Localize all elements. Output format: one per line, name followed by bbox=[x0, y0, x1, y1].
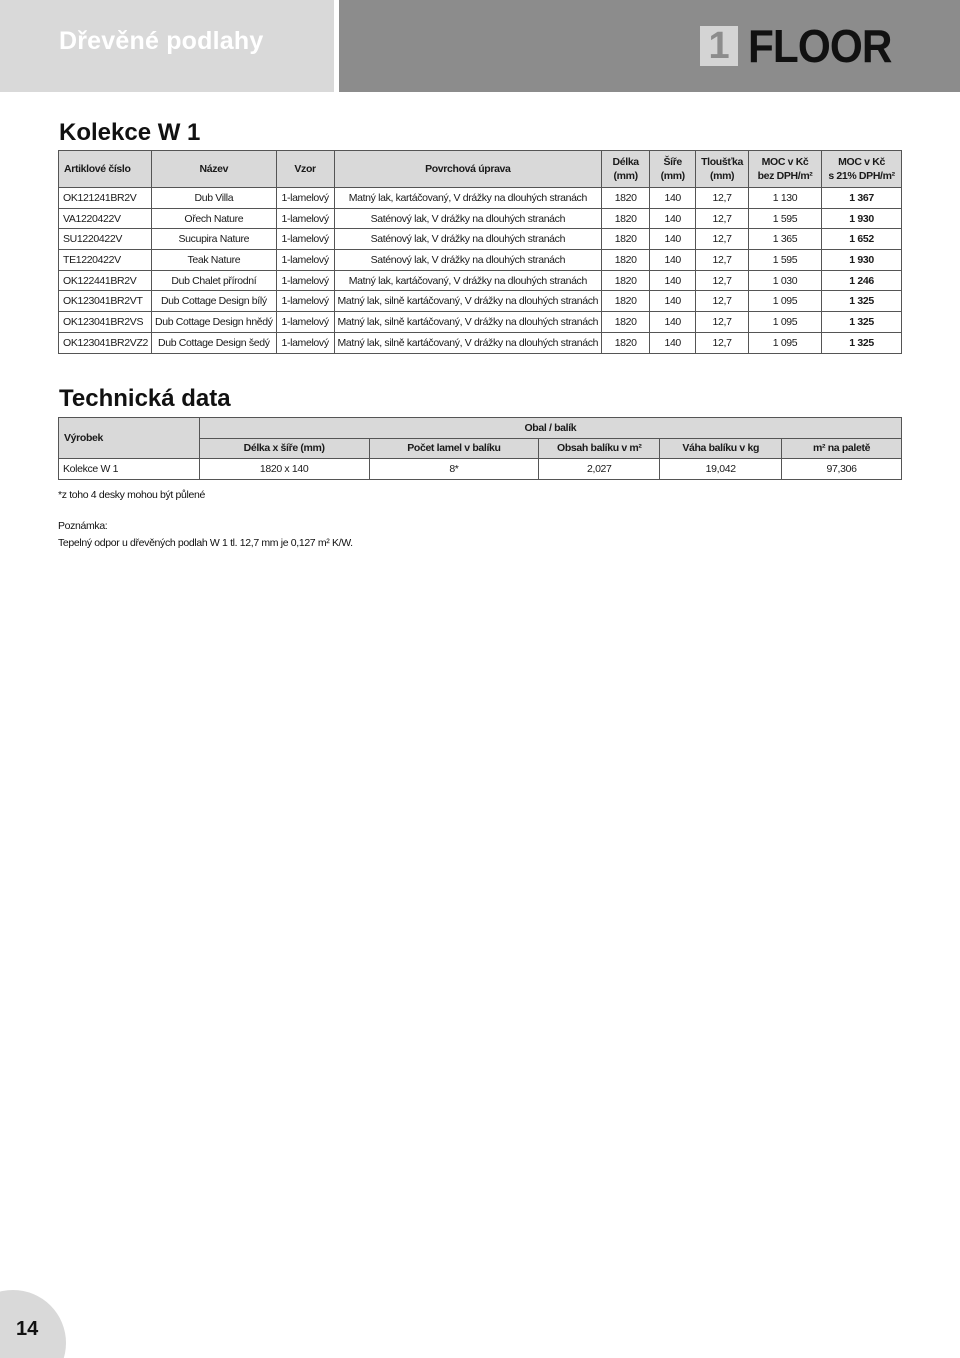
col-header: Povrchová úprava bbox=[334, 151, 602, 188]
table-cell: Dub Cottage Design bílý bbox=[152, 291, 277, 312]
table-cell: 1820 bbox=[602, 250, 650, 271]
table-cell: 12,7 bbox=[696, 270, 749, 291]
table-cell: 1820 bbox=[602, 188, 650, 209]
table-cell: 1 246 bbox=[822, 270, 902, 291]
col-header: Název bbox=[152, 151, 277, 188]
table-cell: 1 130 bbox=[748, 188, 821, 209]
table-row bbox=[59, 229, 902, 250]
table-cell: Dub Cottage Design hnědý bbox=[152, 312, 277, 333]
table-cell: Sucupira Nature bbox=[152, 229, 277, 250]
table-row bbox=[59, 270, 902, 291]
table-cell: 12,7 bbox=[696, 208, 749, 229]
col-header: Délka (mm) bbox=[602, 151, 650, 188]
collection-table-body bbox=[59, 188, 902, 354]
col-header: Počet lamel v balíku bbox=[369, 438, 539, 459]
table-cell: 1820 bbox=[602, 291, 650, 312]
package-group-header: Obal / balík bbox=[199, 418, 901, 439]
table-row bbox=[59, 332, 902, 353]
table-cell: 140 bbox=[650, 332, 696, 353]
col-header: MOC v Kč s 21% DPH/m² bbox=[822, 151, 902, 188]
technical-table bbox=[58, 417, 902, 480]
col-header: m² na paletě bbox=[782, 438, 902, 459]
table-row bbox=[59, 459, 902, 480]
collection-table bbox=[58, 150, 902, 354]
table-cell: Matný lak, silně kartáčovaný, V drážky na dlouhých stranách bbox=[334, 332, 602, 353]
table-cell: SU1220422V bbox=[59, 229, 152, 250]
table-cell: Matný lak, kartáčovaný, V drážky na dlouhých stranách bbox=[334, 188, 602, 209]
table-cell: Saténový lak, V drážky na dlouhých stranách bbox=[334, 208, 602, 229]
table-cell: 1 325 bbox=[822, 332, 902, 353]
logo-number: 1 bbox=[700, 26, 738, 66]
table-cell: Saténový lak, V drážky na dlouhých stranách bbox=[334, 250, 602, 271]
page-number: 14 bbox=[16, 1318, 39, 1340]
table-cell: Dub Cottage Design šedý bbox=[152, 332, 277, 353]
table-cell: 1 030 bbox=[748, 270, 821, 291]
table-cell: Dub Villa bbox=[152, 188, 277, 209]
table-cell: 1 095 bbox=[748, 291, 821, 312]
table-cell: 1-lamelový bbox=[276, 208, 334, 229]
logo-text: FLOOR bbox=[748, 20, 892, 72]
table-cell: 1-lamelový bbox=[276, 188, 334, 209]
table-cell: 140 bbox=[650, 270, 696, 291]
table-cell: 1 325 bbox=[822, 291, 902, 312]
table-cell: Dub Chalet přírodní bbox=[152, 270, 277, 291]
table-cell: 1820 bbox=[602, 208, 650, 229]
table-cell: 1 325 bbox=[822, 312, 902, 333]
table-cell: Teak Nature bbox=[152, 250, 277, 271]
table-row bbox=[59, 208, 902, 229]
floor-logo bbox=[700, 20, 904, 72]
table-cell: Matný lak, kartáčovaný, V drážky na dlouhých stranách bbox=[334, 270, 602, 291]
table-cell: 1 095 bbox=[748, 312, 821, 333]
table-cell: Matný lak, silně kartáčovaný, V drážky na dlouhých stranách bbox=[334, 291, 602, 312]
table-cell: 140 bbox=[650, 229, 696, 250]
table-row bbox=[59, 291, 902, 312]
table-cell: 2,027 bbox=[539, 459, 660, 480]
table-cell: VA1220422V bbox=[59, 208, 152, 229]
footnote: *z toho 4 desky mohou být půlené bbox=[58, 489, 205, 501]
table-cell: 12,7 bbox=[696, 188, 749, 209]
section-title: Dřevěné podlahy bbox=[59, 27, 264, 55]
collection-header-row bbox=[59, 151, 902, 188]
table-cell: 19,042 bbox=[660, 459, 782, 480]
product-header: Výrobek bbox=[59, 418, 200, 459]
table-cell: OK123041BR2VT bbox=[59, 291, 152, 312]
table-cell: 1820 x 140 bbox=[199, 459, 369, 480]
table-cell: 1820 bbox=[602, 270, 650, 291]
table-cell: 140 bbox=[650, 312, 696, 333]
table-cell: 1820 bbox=[602, 312, 650, 333]
collection-title: Kolekce W 1 bbox=[59, 119, 201, 146]
col-header: Šíře (mm) bbox=[650, 151, 696, 188]
col-header: MOC v Kč bez DPH/m² bbox=[748, 151, 821, 188]
table-cell: 1-lamelový bbox=[276, 250, 334, 271]
table-cell: 1 365 bbox=[748, 229, 821, 250]
table-cell: 8* bbox=[369, 459, 539, 480]
table-cell: OK123041BR2VZ2 bbox=[59, 332, 152, 353]
technical-header-row bbox=[59, 418, 902, 439]
table-cell: 1 595 bbox=[748, 250, 821, 271]
note-text: Tepelný odpor u dřevěných podlah W 1 tl. 12,7 mm je 0,127 m² K/W. bbox=[58, 537, 353, 549]
table-cell: 140 bbox=[650, 291, 696, 312]
table-cell: 140 bbox=[650, 188, 696, 209]
table-cell: Kolekce W 1 bbox=[59, 459, 200, 480]
col-header: Obsah balíku v m² bbox=[539, 438, 660, 459]
header-brand-bar bbox=[339, 0, 960, 92]
table-cell: 12,7 bbox=[696, 291, 749, 312]
table-row bbox=[59, 250, 902, 271]
table-cell: 1 930 bbox=[822, 250, 902, 271]
table-row bbox=[59, 312, 902, 333]
table-cell: 1-lamelový bbox=[276, 270, 334, 291]
table-cell: 12,7 bbox=[696, 229, 749, 250]
col-header: Délka x šíře (mm) bbox=[199, 438, 369, 459]
table-cell: Ořech Nature bbox=[152, 208, 277, 229]
table-cell: OK122441BR2V bbox=[59, 270, 152, 291]
table-cell: 1 367 bbox=[822, 188, 902, 209]
table-cell: 12,7 bbox=[696, 250, 749, 271]
table-cell: 97,306 bbox=[782, 459, 902, 480]
table-cell: 140 bbox=[650, 208, 696, 229]
table-cell: 12,7 bbox=[696, 312, 749, 333]
header-section-bar bbox=[0, 0, 334, 92]
table-cell: OK123041BR2VS bbox=[59, 312, 152, 333]
table-cell: Matný lak, silně kartáčovaný, V drážky na dlouhých stranách bbox=[334, 312, 602, 333]
table-cell: 1 095 bbox=[748, 332, 821, 353]
table-cell: Saténový lak, V drážky na dlouhých stranách bbox=[334, 229, 602, 250]
technical-title: Technická data bbox=[59, 385, 231, 412]
table-row bbox=[59, 188, 902, 209]
table-cell: 1-lamelový bbox=[276, 229, 334, 250]
table-cell: 1 930 bbox=[822, 208, 902, 229]
col-header: Váha balíku v kg bbox=[660, 438, 782, 459]
table-cell: 1820 bbox=[602, 229, 650, 250]
table-cell: 1 595 bbox=[748, 208, 821, 229]
col-header: Vzor bbox=[276, 151, 334, 188]
table-cell: TE1220422V bbox=[59, 250, 152, 271]
note-label: Poznámka: bbox=[58, 520, 108, 532]
table-cell: 1820 bbox=[602, 332, 650, 353]
col-header: Tloušťka (mm) bbox=[696, 151, 749, 188]
table-cell: 1-lamelový bbox=[276, 332, 334, 353]
table-cell: 1 652 bbox=[822, 229, 902, 250]
table-cell: OK121241BR2V bbox=[59, 188, 152, 209]
table-cell: 1-lamelový bbox=[276, 291, 334, 312]
table-cell: 140 bbox=[650, 250, 696, 271]
col-header: Artiklové číslo bbox=[59, 151, 152, 188]
table-cell: 12,7 bbox=[696, 332, 749, 353]
table-cell: 1-lamelový bbox=[276, 312, 334, 333]
